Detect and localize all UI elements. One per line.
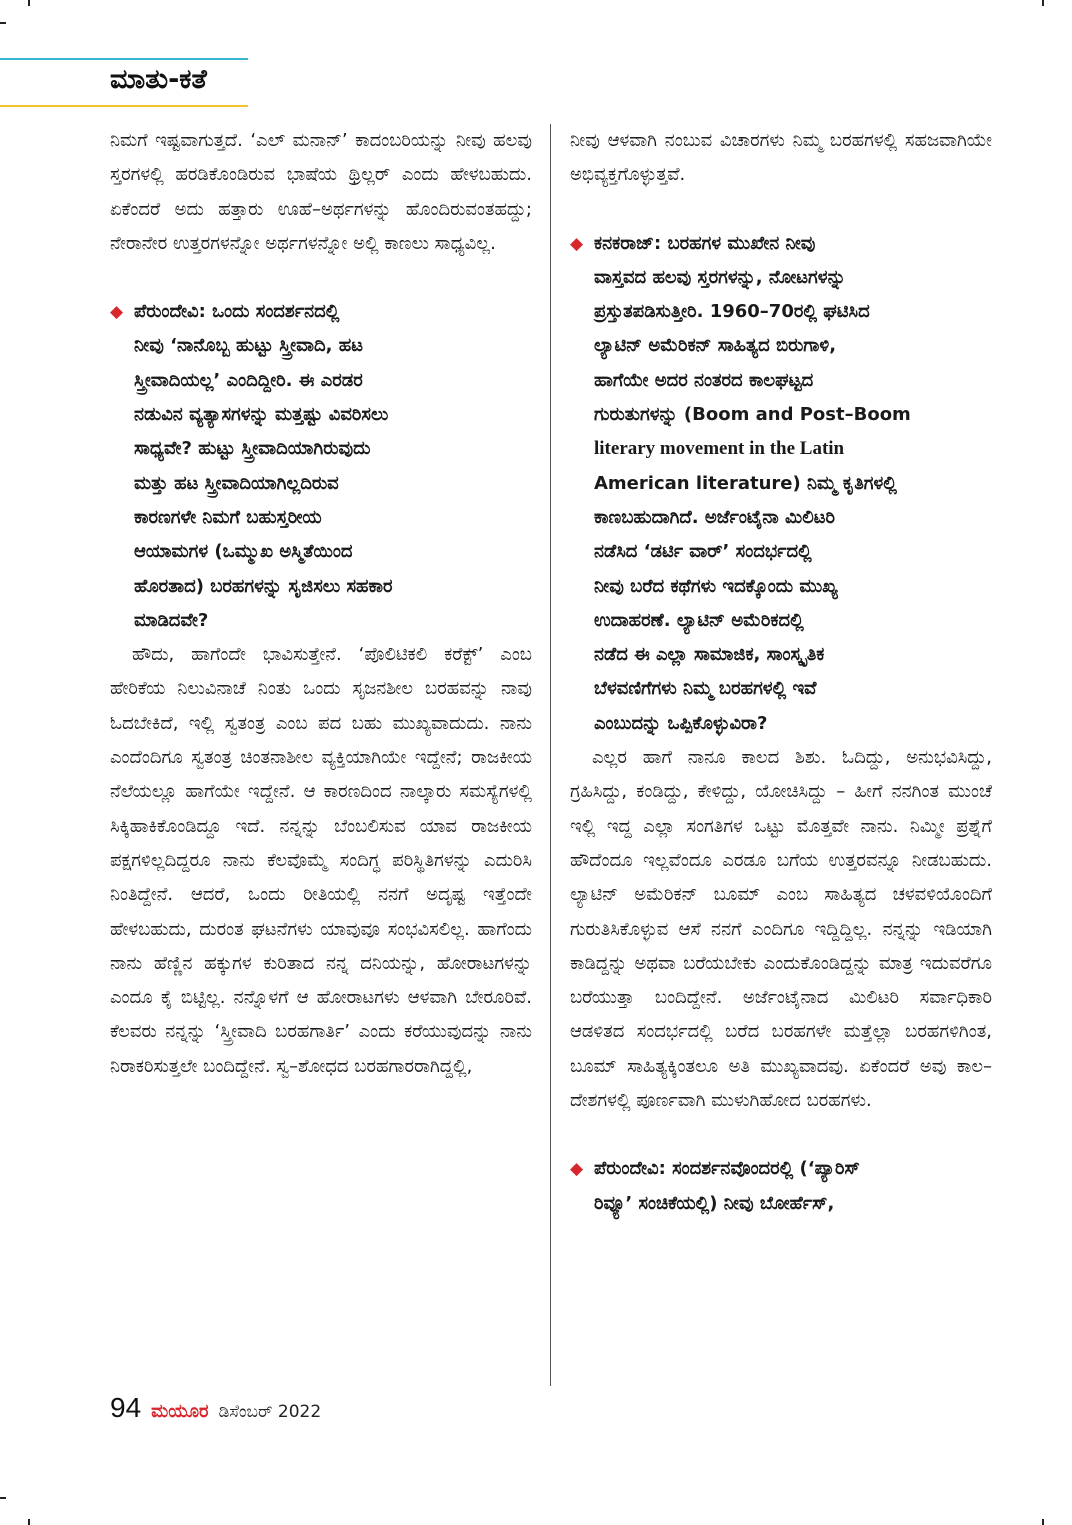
- question-line: ನೀವು ಬರೆದ ಕಥೆಗಳು ಇದಕ್ಕೊಂದು ಮುಖ್ಯ: [594, 575, 838, 597]
- question-line: ಪೆರುಂದೇವಿ: ಒಂದು ಸಂದರ್ಶನದಲ್ಲಿ: [134, 301, 340, 323]
- question-perundevi-2: [570, 1152, 992, 1221]
- page-footer: [110, 1392, 321, 1432]
- crop-mark: [0, 22, 6, 24]
- section-header: [0, 58, 248, 108]
- column-divider: [550, 124, 551, 1386]
- header-rule-top: [0, 58, 248, 60]
- question-line: ನಡೆಸಿದ ‘ಡರ್ಟಿ ವಾರ್’ ಸಂದರ್ಭದಲ್ಲಿ: [594, 541, 812, 563]
- question-line: ಉದಾಹರಣೆ. ಲ್ಯಾಟಿನ್ ಅಮೆರಿಕದಲ್ಲಿ: [594, 609, 804, 631]
- question-line: ರಿವ್ಯೂ’ ಸಂಚಿಕೆಯಲ್ಲಿ) ನೀವು ಬೋರ್ಹೆಸ್,: [594, 1192, 835, 1214]
- question-line: ನಡುವಿನ ವ್ಯತ್ಯಾಸಗಳನ್ನು ಮತ್ತಷ್ಟು ವಿವರಿಸಲು: [134, 404, 389, 426]
- section-title: ಮಾತು-ಕತೆ: [110, 64, 207, 95]
- question-line: ಮತ್ತು ಹಟ ಸ್ತ್ರೀವಾದಿಯಾಗಿಲ್ಲದಿರುವ: [134, 472, 339, 494]
- question-line: ನೀವು ‘ನಾನೊಬ್ಬ ಹುಟ್ಟು ಸ್ತ್ರೀವಾದಿ, ಹಟ: [134, 335, 363, 357]
- answer-paragraph: ಎಲ್ಲರ ಹಾಗೆ ನಾನೂ ಕಾಲದ ಶಿಶು. ಓದಿದ್ದು, ಅನುಭವಿಸಿದ್ದು, ಗ್ರಹಿಸಿದ್ದು, ಕಂಡಿದ್ದು, ಕೇಳಿದ್ದು, ಯೋಚಿಸಿದ್ದು – ಹೀಗೆ ನನಗಿಂತ ಮುಂಚೆ ಇಲ್ಲಿ ಇದ್ದ ಎಲ್ಲಾ ಸಂಗತಿಗಳ ಒಟ್ಟು ಮೊತ್ತವೇ ನಾನು. ನಿಮ್ಮೀ ಪ್ರಶ್ನೆಗೆ ಹೌದೆಂದೂ ಇಲ್ಲವೆಂದೂ ಎರಡೂ ಬಗೆಯ ಉತ್ತರವನ್ನೂ ನೀಡಬಹುದು. ಲ್ಯಾಟಿನ್ ಅಮೆರಿಕನ್ ಬೂಮ್ ಎಂಬ ಸಾಹಿತ್ಯದ ಚಳವಳಿಯೊಂದಿಗೆ ಗುರುತಿಸಿಕೊಳ್ಳುವ ಆಸೆ ನನಗೆ ಎಂದಿಗೂ ಇದ್ದಿದ್ದಿಲ್ಲ. ನನ್ನನ್ನು ಇಡಿಯಾಗಿ ಕಾಡಿದ್ದನ್ನು ಅಥವಾ ಬರೆಯಬೇಕು ಎಂದುಕೊಂಡಿದ್ದನ್ನು ಮಾತ್ರ ಇದುವರೆಗೂ ಬರೆಯುತ್ತಾ ಬಂದಿದ್ದೇನೆ. ಅರ್ಜೆಂಟೈನಾದ ಮಿಲಿಟರಿ ಸರ್ವಾಧಿಕಾರಿ ಆಡಳಿತದ ಸಂದರ್ಭದಲ್ಲಿ ಬರೆದ ಬರಹಗಳೇ ಮತ್ತೆಲ್ಲಾ ಬರಹಗಳಿಗಿಂತ, ಬೂಮ್ ಸಾಹಿತ್ಯಕ್ಕಿಂತಲೂ ಅತಿ ಮುಖ್ಯವಾದವು. ಏಕೆಂದರೆ ಅವು ಕಾಲ–ದೇಶಗಳಲ್ಲಿ ಪೂರ್ಣವಾಗಿ ಮುಳುಗಿಹೋದ ಬರಹಗಳು.: [570, 747, 992, 1112]
- intro-paragraph: ನೀವು ಆಳವಾಗಿ ನಂಬುವ ವಿಚಾರಗಳು ನಿಮ್ಮ ಬರಹಗಳಲ್ಲಿ ಸಹಜವಾಗಿಯೇ ಅಭಿವ್ಯಕ್ತಗೊಳ್ಳುತ್ತವೆ.: [570, 130, 992, 186]
- question-line: ಪೆರುಂದೇವಿ: ಸಂದರ್ಶನವೊಂದರಲ್ಲಿ (‘ಪ್ಯಾರಿಸ್: [594, 1158, 860, 1180]
- right-column: [570, 124, 992, 1221]
- question-perundevi: [110, 295, 532, 638]
- question-line: ಸ್ತ್ರೀವಾದಿಯಲ್ಲ’ ಎಂದಿದ್ದೀರಿ. ಈ ಎರಡರ: [134, 369, 363, 391]
- question-line: American literature) ನಿಮ್ಮ ಕೃತಿಗಳಲ್ಲಿ: [594, 472, 897, 494]
- page-number: 94: [110, 1392, 142, 1423]
- answer-paragraph: ಹೌದು, ಹಾಗೆಂದೇ ಭಾವಿಸುತ್ತೇನೆ. ‘ಪೊಲಿಟಿಕಲಿ ಕರೆಕ್ಟ್’ ಎಂಬ ಹೇರಿಕೆಯ ನಿಲುವಿನಾಚೆ ನಿಂತು ಒಂದು ಸೃಜನಶೀಲ ಬರಹವನ್ನು ನಾವು ಓದಬೇಕಿದೆ, ಇಲ್ಲಿ ಸ್ವತಂತ್ರ ಎಂಬ ಪದ ಬಹು ಮುಖ್ಯವಾದುದು. ನಾನು ಎಂದೆಂದಿಗೂ ಸ್ವತಂತ್ರ ಚಿಂತನಾಶೀಲ ವ್ಯಕ್ತಿಯಾಗಿಯೇ ಇದ್ದೇನೆ; ರಾಜಕೀಯ ನೆಲೆಯಲ್ಲೂ ಹಾಗೆಯೇ ಇದ್ದೇನೆ. ಆ ಕಾರಣದಿಂದ ನಾಲ್ಕಾರು ಸಮಸ್ಯೆಗಳಲ್ಲಿ ಸಿಕ್ಕಿಹಾಕಿಕೊಂಡಿದ್ದೂ ಇದೆ. ನನ್ನನ್ನು ಬೆಂಬಲಿಸುವ ಯಾವ ರಾಜಕೀಯ ಪಕ್ಷಗಳಿಲ್ಲದಿದ್ದರೂ ನಾನು ಕೆಲವೊಮ್ಮೆ ಸಂದಿಗ್ಧ ಪರಿಸ್ಥಿತಿಗಳನ್ನು ಎದುರಿಸಿ ನಿಂತಿದ್ದೇನೆ. ಆದರೆ, ಒಂದು ರೀತಿಯಲ್ಲಿ ನನಗೆ ಅದೃಷ್ಟ ಇತ್ತೆಂದೇ ಹೇಳಬಹುದು, ದುರಂತ ಘಟನೆಗಳು ಯಾವುವೂ ಸಂಭವಿಸಲಿಲ್ಲ. ಹಾಗೆಂದು ನಾನು ಹೆಣ್ಣಿನ ಹಕ್ಕುಗಳ ಕುರಿತಾದ ನನ್ನ ದನಿಯನ್ನು, ಹೋರಾಟಗಳನ್ನು ಎಂದೂ ಕೈ ಬಿಟ್ಟಿಲ್ಲ. ನನ್ನೊಳಗೆ ಆ ಹೋರಾಟಗಳು ಆಳವಾಗಿ ಬೇರೂರಿವೆ. ಕೆಲವರು ನನ್ನನ್ನು ‘ಸ್ತ್ರೀವಾದಿ ಬರಹಗಾರ್ತಿ’ ಎಂದು ಕರೆಯುವುದನ್ನು ನಾನು ನಿರಾಕರಿಸುತ್ತಲೇ ಬಂದಿದ್ದೇನೆ. ಸ್ವ–ಶೋಧದ ಬರಹಗಾರರಾಗಿದ್ದಲ್ಲಿ,: [110, 644, 532, 1077]
- diamond-bullet-icon: ◆: [570, 233, 584, 254]
- crop-mark: [0, 1497, 6, 1499]
- crop-mark: [28, 0, 30, 6]
- crop-mark: [1042, 1519, 1044, 1525]
- question-line: ಪ್ರಸ್ತುತಪಡಿಸುತ್ತೀರಿ. 1960–70ರಲ್ಲಿ ಘಟಿಸಿದ: [594, 301, 870, 323]
- question-line: ಗುರುತುಗಳನ್ನು (Boom and Post–Boom: [594, 404, 911, 426]
- crop-mark: [1042, 0, 1044, 6]
- question-line: ಕನಕರಾಜ್: ಬರಹಗಳ ಮುಖೇನ ನೀವು: [594, 232, 816, 254]
- question-line: ಸಾಧ್ಯವೇ? ಹುಟ್ಟು ಸ್ತ್ರೀವಾದಿಯಾಗಿರುವುದು: [134, 438, 371, 460]
- question-line: ಎಂಬುದನ್ನು ಒಪ್ಪಿಕೊಳ್ಳುವಿರಾ?: [594, 712, 768, 734]
- question-line: ಕಾಣಬಹುದಾಗಿದೆ. ಅರ್ಜೆಂಟೈನಾ ಮಿಲಿಟರಿ: [594, 506, 835, 528]
- question-line: ಆಯಾಮಗಳ (ಒಮ್ಮುಖ ಅಸ್ಮಿತೆಯಿಂದ: [134, 541, 353, 563]
- intro-paragraph: ನಿಮಗೆ ಇಷ್ಟವಾಗುತ್ತದೆ. ‘ಎಲ್ ಮನಾನ್’ ಕಾದಂಬರಿಯನ್ನು ನೀವು ಹಲವು ಸ್ತರಗಳಲ್ಲಿ ಹರಡಿಕೊಂಡಿರುವ ಭಾಷೆಯ ಥ್ರಿಲ್ಲರ್ ಎಂದು ಹೇಳಬಹುದು. ಏಕೆಂದರೆ ಅದು ಹತ್ತಾರು ಊಹೆ–ಅರ್ಥಗಳನ್ನು ಹೊಂದಿರುವಂತಹದ್ದು; ನೇರಾನೇರ ಉತ್ತರಗಳನ್ನೋ ಅರ್ಥಗಳನ್ನೋ ಅಲ್ಲಿ ಕಾಣಲು ಸಾಧ್ಯವಿಲ್ಲ.: [110, 130, 532, 254]
- question-kanakaraj: [570, 227, 992, 741]
- question-line: ಹಾಗೆಯೇ ಅದರ ನಂತರದ ಕಾಲಘಟ್ಟದ: [594, 369, 814, 391]
- diamond-bullet-icon: ◆: [570, 1159, 584, 1180]
- question-line: ಬೆಳವಣಿಗೆಗಳು ನಿಮ್ಮ ಬರಹಗಳಲ್ಲಿ ಇವೆ: [594, 678, 817, 700]
- question-line: ವಾಸ್ತವದ ಹಲವು ಸ್ತರಗಳನ್ನು, ನೋಟಗಳನ್ನು: [594, 266, 846, 288]
- header-rule-bottom: [0, 105, 248, 107]
- question-line: ಹೊರತಾದ) ಬರಹಗಳನ್ನು ಸೃಜಿಸಲು ಸಹಕಾರ: [134, 575, 393, 597]
- question-line: ಮಾಡಿದವೇ?: [134, 609, 209, 631]
- issue-date: ಡಿಸೆಂಬರ್ 2022: [218, 1402, 322, 1422]
- question-line: ನಡೆದ ಈ ಎಲ್ಲಾ ಸಾಮಾಜಿಕ, ಸಾಂಸ್ಕೃತಿಕ: [594, 644, 825, 666]
- question-line: ಕಾರಣಗಳೇ ನಿಮಗೆ ಬಹುಸ್ತರೀಯ: [134, 506, 322, 528]
- question-line: literary movement in the Latin: [594, 438, 845, 460]
- question-line: ಲ್ಯಾಟಿನ್ ಅಮೆರಿಕನ್ ಸಾಹಿತ್ಯದ ಬಿರುಗಾಳಿ,: [594, 335, 837, 357]
- left-column: [110, 124, 532, 1084]
- crop-mark: [28, 1519, 30, 1525]
- diamond-bullet-icon: ◆: [110, 302, 124, 323]
- magazine-logo: ಮಯೂರ: [151, 1401, 209, 1422]
